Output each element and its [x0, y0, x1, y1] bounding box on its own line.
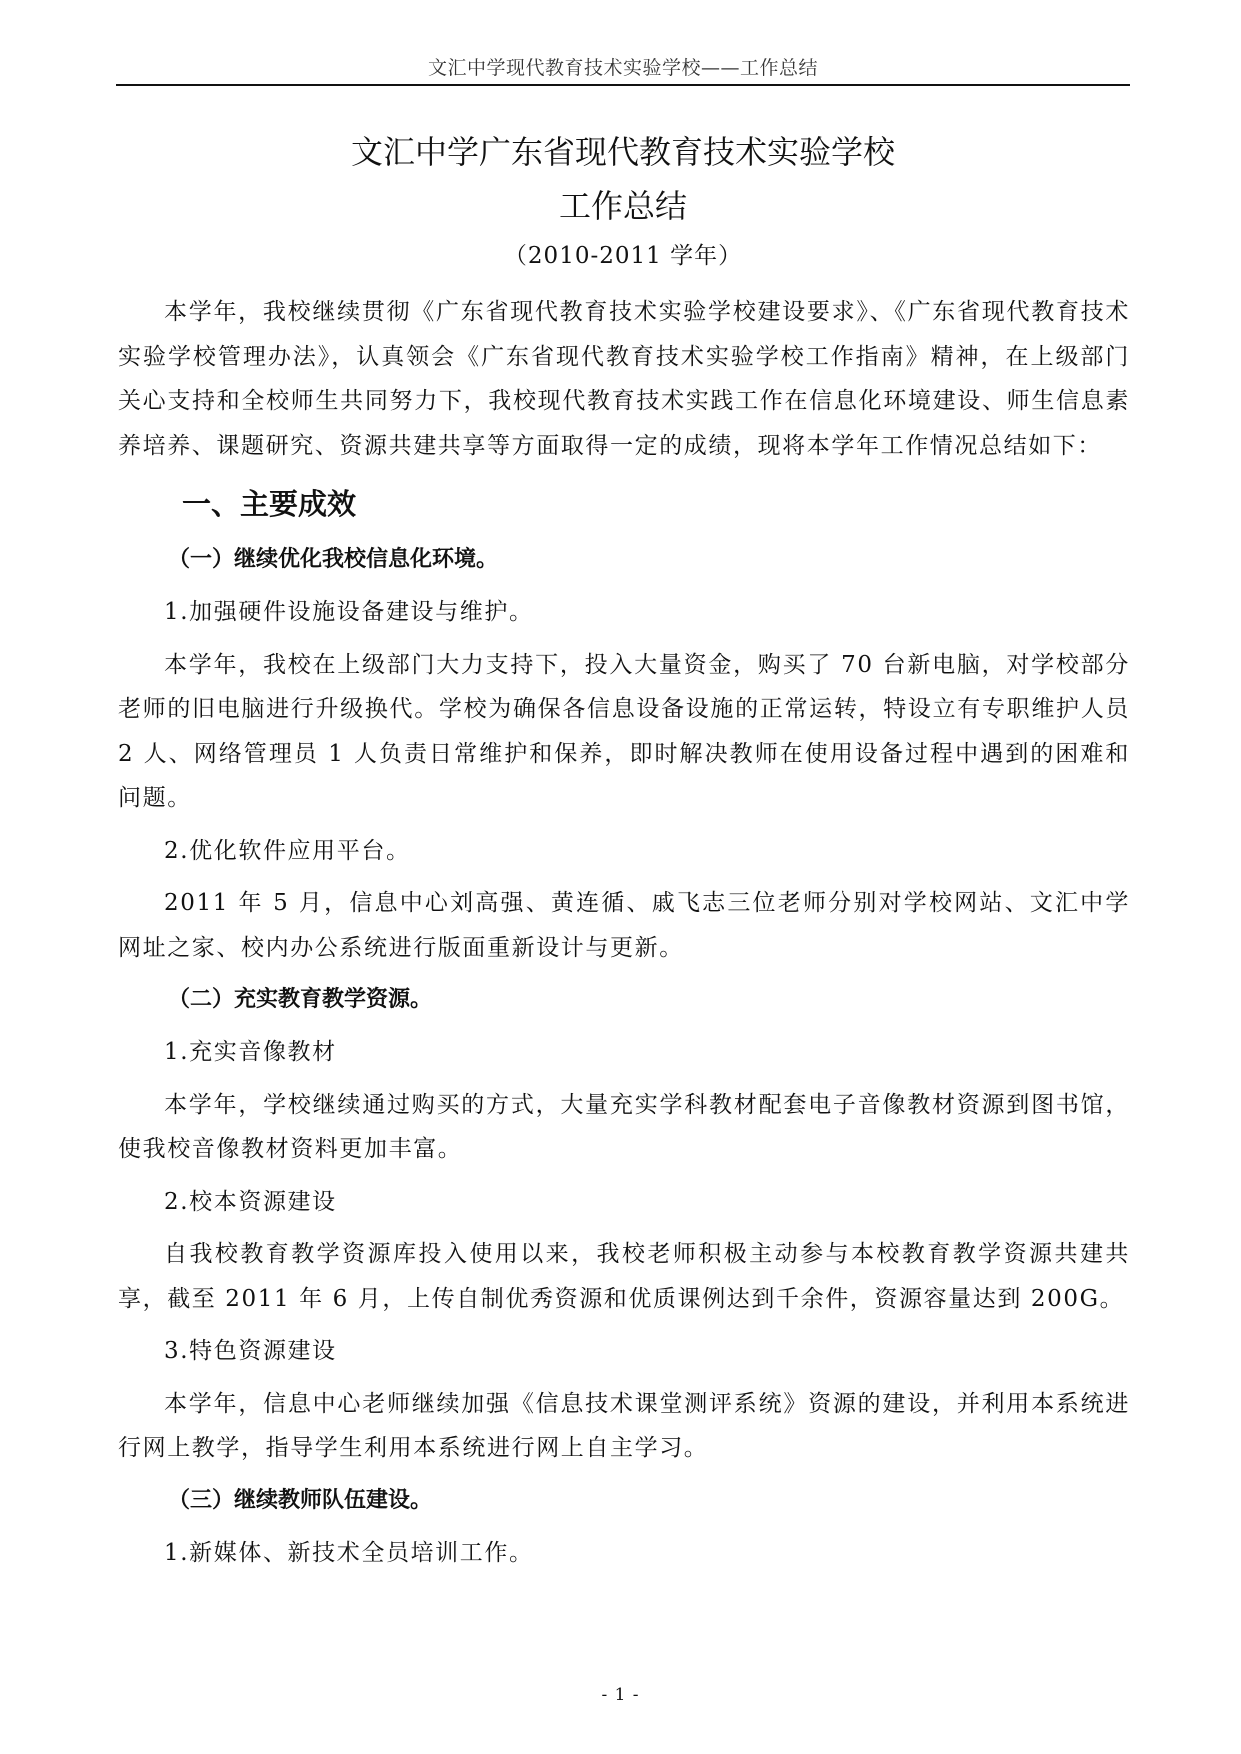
list-item: 1.充实音像教材 [164, 1039, 337, 1065]
paragraph: 本学年，我校在上级部门大力支持下，投入大量资金，购买了 70 台新电脑，对学校部分老师的旧电脑进行升级换代。学校为确保各信息设备设施的正常运转，特设立有专职维护人员 2 人、网络管理员 1 人负责日常维护和保养，即时解决教师在使用设备过程中遇到的困难和问题。 [118, 651, 1130, 811]
list-item: 1.新媒体、新技术全员培训工作。 [164, 1539, 534, 1566]
paragraph: 本学年，学校继续通过购买的方式，大量充实学科教材配套电子音像教材资源到图书馆，使我校音像教材资料更加丰富。 [118, 1091, 1130, 1162]
subsection-heading-1: （一）继续优化我校信息化环境。 [168, 547, 499, 572]
list-item: 2.校本资源建设 [164, 1188, 337, 1215]
document-body [118, 290, 1130, 1575]
list-item: 1.加强硬件设施设备建设与维护。 [164, 599, 534, 625]
document-title: 文汇中学广东省现代教育技术实验学校 [350, 133, 895, 171]
document-subtitle: 工作总结 [558, 187, 687, 225]
subsection-heading-3: （三）继续教师队伍建设。 [168, 1487, 433, 1513]
section-heading-main-results: 一、主要成效 [182, 487, 357, 521]
paragraph: 本学年，信息中心老师继续加强《信息技术课堂测评系统》资源的建设，并利用本系统进行网上教学，指导学生利用本系统进行网上自主学习。 [118, 1390, 1130, 1461]
list-item: 3.特色资源建设 [164, 1338, 337, 1364]
intro-paragraph: 本学年，我校继续贯彻《广东省现代教育技术实验学校建设要求》、《广东省现代教育技术实验学校管理办法》，认真领会《广东省现代教育技术实验学校工作指南》精神，在上级部门关心支持和全校师生共同努力下，我校现代教育技术实践工作在信息化环境建设、师生信息素养培养、课题研究、资源共建共享等方面取得一定的成绩，现将本学年工作情况总结如下： [118, 299, 1130, 459]
document-year: （2010-2011 学年） [503, 243, 743, 269]
subsection-heading-2: （二）充实教育教学资源。 [168, 987, 433, 1012]
list-item: 2.优化软件应用平台。 [164, 837, 411, 864]
page-number: - 1 - [601, 1685, 640, 1705]
paragraph: 2011 年 5 月，信息中心刘高强、黄连循、戚飞志三位老师分别对学校网站、文汇中学网址之家、校内办公系统进行版面重新设计与更新。 [118, 890, 1130, 961]
running-header: 文汇中学现代教育技术实验学校——工作总结 [427, 57, 818, 79]
paragraph: 自我校教育教学资源库投入使用以来，我校老师积极主动参与本校教育教学资源共建共享，截至 2011 年 6 月，上传自制优秀资源和优质课例达到千余件，资源容量达到 200G。 [118, 1241, 1130, 1312]
header-rule [116, 84, 1130, 86]
